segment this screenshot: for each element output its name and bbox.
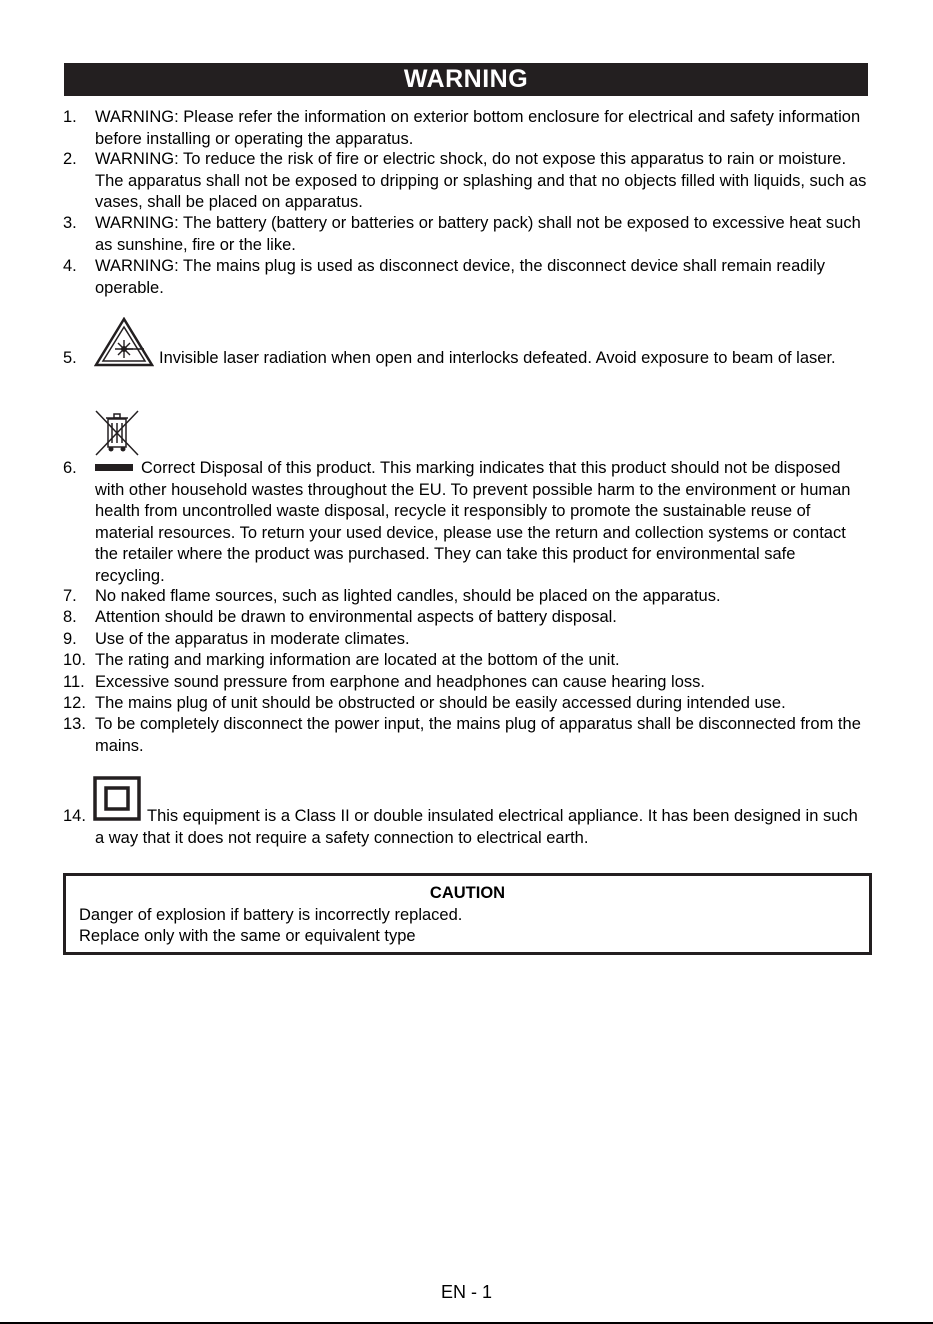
list-item [63, 458, 869, 587]
item-text: The mains plug of unit should be obstructed or should be easily accessed during intended use. [95, 694, 786, 712]
item-number: 12. [63, 694, 86, 712]
item-number: 13. [63, 715, 86, 733]
item-text: Invisible laser radiation when open and interlocks defeated. Avoid exposure to beam of laser. [159, 349, 836, 367]
item-text: Attention should be drawn to environmental aspects of battery disposal. [95, 608, 617, 626]
item-text: To be completely disconnect the power input, the mains plug of apparatus shall be disconnected from the mains. [95, 715, 861, 755]
item-text: Excessive sound pressure from earphone and headphones can cause hearing loss. [95, 673, 705, 691]
item-number: 10. [63, 651, 86, 669]
bin-underbar-icon [95, 464, 133, 471]
caution-line: Danger of explosion if battery is incorrectly replaced. [79, 906, 463, 924]
item-text: WARNING: The battery (battery or batteries or battery pack) shall not be exposed to excessive heat such as sunshine, fire or the like. [95, 214, 861, 254]
warning-banner [64, 63, 868, 96]
item-number: 9. [63, 630, 77, 648]
item-text: WARNING: Please refer the information on exterior bottom enclosure for electrical and safety information before installing or operating the apparatus. [95, 108, 861, 148]
item-text: WARNING: The mains plug is used as disconnect device, the disconnect device shall remain readily operable. [95, 257, 826, 297]
item-number: 5. [63, 349, 77, 367]
item-text: WARNING: To reduce the risk of fire or electric shock, do not expose this apparatus to rain or moisture. The apparatus shall not be exposed to dripping or splashing and that no objects filled with liquids, such as vases, shall be placed on apparatus. [95, 150, 867, 211]
item-text: No naked flame sources, such as lighted candles, should be placed on the apparatus. [95, 587, 721, 605]
item-number: 7. [63, 587, 77, 605]
list-item [63, 650, 869, 672]
list-item [63, 213, 869, 256]
list-item [63, 107, 869, 150]
list-item [63, 672, 869, 694]
item-number: 2. [63, 150, 77, 168]
caution-line: Replace only with the same or equivalent type [79, 927, 416, 945]
item-number: 3. [63, 214, 77, 232]
list-item [63, 629, 869, 651]
item-text: This equipment is a Class II or double insulated electrical appliance. It has been designed in such a way that it does not require a safety connection to electrical earth. [95, 807, 858, 847]
item-text: The rating and marking information are located at the bottom of the unit. [95, 651, 620, 669]
item-number: 4. [63, 257, 77, 275]
list-item [63, 348, 869, 370]
page-number: EN - 1 [440, 1282, 492, 1302]
item-text: Correct Disposal of this product. This marking indicates that this product should not be disposed with other household wastes throughout the EU. To prevent possible harm to the environment or human health from uncontrolled waste disposal, recycle it responsibly to promote the sustainable reuse of material resources. To return your used device, please use the return and collection systems or contact the retailer where the product was purchased. They can take this product for environmental safe recycling. [95, 459, 851, 585]
list-item [63, 693, 869, 715]
item-number: 8. [63, 608, 77, 626]
list-item [63, 714, 869, 757]
caution-title: CAUTION [429, 884, 506, 902]
list-item [63, 149, 869, 214]
item-number: 11. [63, 673, 85, 691]
page-title: WARNING [403, 65, 529, 93]
item-number: 14. [63, 807, 86, 825]
list-item [63, 806, 869, 849]
caution-box [63, 873, 872, 955]
list-item [63, 607, 869, 629]
item-text: Use of the apparatus in moderate climates. [95, 630, 410, 648]
weee-crossed-bin-icon [94, 409, 140, 457]
item-number: 1. [63, 108, 77, 126]
list-item [63, 586, 869, 608]
list-item [63, 256, 869, 299]
item-text-wrap [95, 458, 869, 587]
item-number: 6. [63, 459, 77, 477]
